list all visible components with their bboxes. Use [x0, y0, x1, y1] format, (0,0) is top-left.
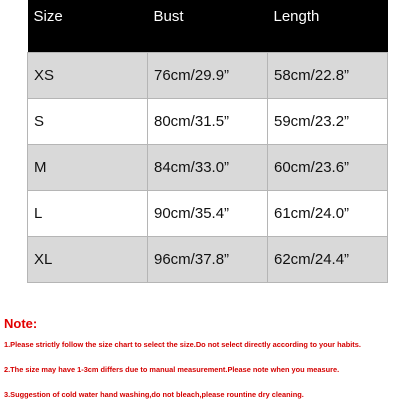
header-size: Size — [28, 0, 148, 52]
size-chart-table — [27, 0, 388, 283]
note-title: Note: — [4, 316, 38, 331]
table-row — [28, 236, 388, 282]
bust-cell: 84cm/33.0” — [148, 144, 268, 190]
table-row — [28, 144, 388, 190]
size-cell: XS — [28, 52, 148, 98]
length-cell: 58cm/22.8” — [268, 52, 388, 98]
bust-cell: 90cm/35.4” — [148, 190, 268, 236]
length-cell: 62cm/24.4” — [268, 236, 388, 282]
length-cell: 61cm/24.0” — [268, 190, 388, 236]
table-row — [28, 52, 388, 98]
table-row — [28, 190, 388, 236]
size-cell: S — [28, 98, 148, 144]
note-line-3: 3.Suggestion of cold water hand washing,do not bleach,please rountine dry cleaning. — [4, 390, 304, 399]
note-line-1: 1.Please strictly follow the size chart to select the size.Do not select directly according to your habits. — [4, 340, 361, 349]
header-length: Length — [268, 0, 388, 52]
table-header-row — [28, 0, 388, 52]
size-cell: M — [28, 144, 148, 190]
bust-cell: 96cm/37.8” — [148, 236, 268, 282]
note-line-2: 2.The size may have 1-3cm differs due to manual measurement.Please note when you measure. — [4, 365, 340, 374]
size-cell: L — [28, 190, 148, 236]
length-cell: 59cm/23.2” — [268, 98, 388, 144]
length-cell: 60cm/23.6” — [268, 144, 388, 190]
header-bust: Bust — [148, 0, 268, 52]
table-row — [28, 98, 388, 144]
bust-cell: 80cm/31.5” — [148, 98, 268, 144]
size-cell: XL — [28, 236, 148, 282]
bust-cell: 76cm/29.9” — [148, 52, 268, 98]
